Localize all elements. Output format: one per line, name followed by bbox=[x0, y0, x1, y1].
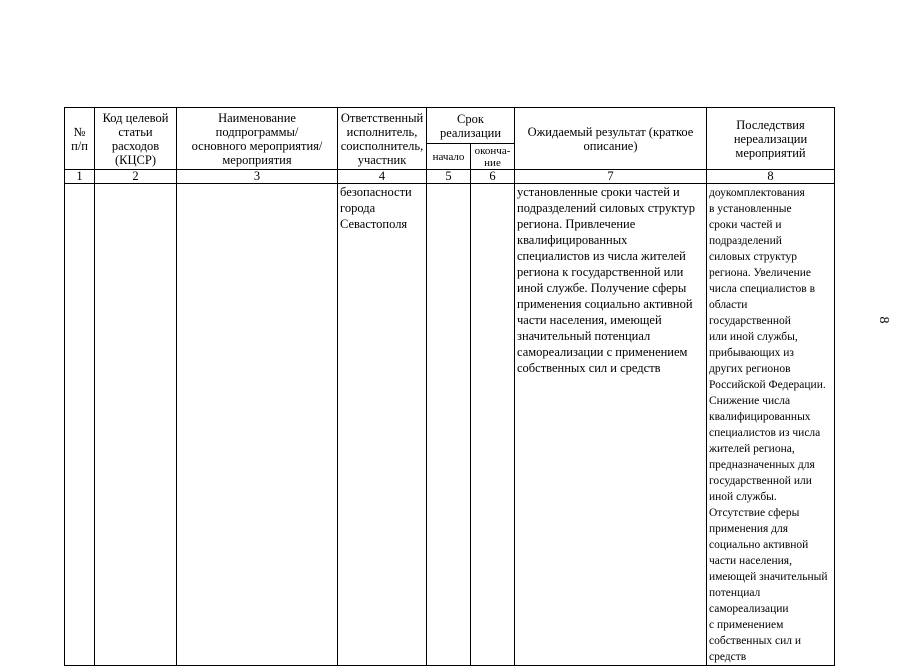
column-number: 5 bbox=[427, 170, 471, 184]
header-start: начало bbox=[427, 144, 471, 170]
cell-name bbox=[177, 184, 338, 666]
column-number: 6 bbox=[471, 170, 515, 184]
header-end: оконча- ние bbox=[471, 144, 515, 170]
header-result: Ожидаемый результат (краткое описание) bbox=[515, 108, 707, 170]
column-number: 1 bbox=[65, 170, 95, 184]
header-number: № п/п bbox=[65, 108, 95, 170]
column-number: 2 bbox=[95, 170, 177, 184]
column-number: 8 bbox=[707, 170, 835, 184]
cell-executor: безопасности города Севастополя bbox=[338, 184, 427, 666]
cell-start bbox=[427, 184, 471, 666]
header-term: Срок реализации bbox=[427, 108, 515, 144]
header-executor: Ответственный исполнитель, соисполнитель, участник bbox=[338, 108, 427, 170]
cell-number bbox=[65, 184, 95, 666]
header-name: Наименование подпрограммы/ основного мероприятия/ мероприятия bbox=[177, 108, 338, 170]
page-number: 8 bbox=[876, 316, 891, 324]
column-number: 3 bbox=[177, 170, 338, 184]
header-consequences: Последствия нереализации мероприятий bbox=[707, 108, 835, 170]
column-number: 7 bbox=[515, 170, 707, 184]
plan-table bbox=[64, 107, 835, 666]
cell-end bbox=[471, 184, 515, 666]
cell-result: установленные сроки частей и подразделений силовых структур региона. Привлечение квалифицированных специалистов из числа жителей региона к государственной или иной службе. Получение сферы применения социально активной части населения, имеющей значительный потенциал самореализации с применением собственных сил и средств bbox=[515, 184, 707, 666]
cell-kcsr bbox=[95, 184, 177, 666]
header-kcsr: Код целевой статьи расходов (КЦСР) bbox=[95, 108, 177, 170]
column-number: 4 bbox=[338, 170, 427, 184]
cell-consequences: доукомплектования в установленные сроки частей и подразделений силовых структур региона. Увеличение числа специалистов в области государственной или иной службы, прибывающих из других регионов Российской Федерации. Снижение числа квалифицированных специалистов из числа жителей региона, предназначенных для государственной или иной службы. Отсутствие сферы применения для социально активной части населения, имеющей значительный потенциал самореализации с применением собственных сил и средств bbox=[707, 184, 835, 666]
